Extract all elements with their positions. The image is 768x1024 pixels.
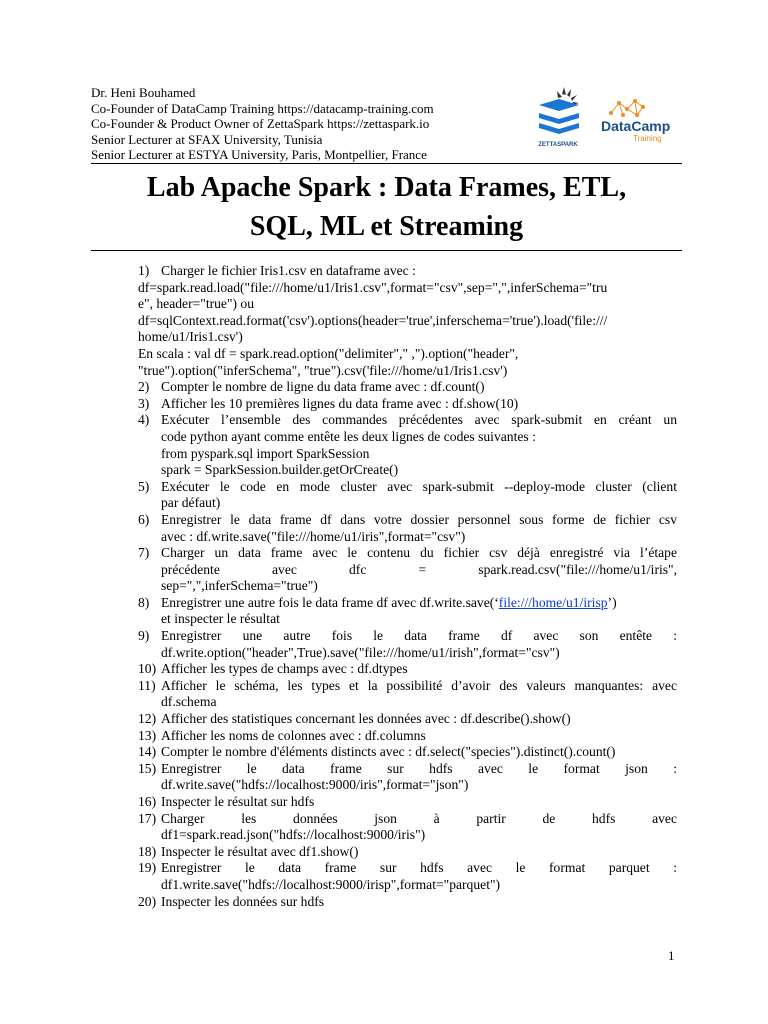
document-title — [91, 168, 682, 246]
item-text: Enregistrer le data frame sur hdfs avec le format parquet : — [161, 860, 677, 876]
list-item — [138, 761, 677, 794]
exercise-list — [138, 263, 677, 910]
item-text: Afficher le schéma, les types et la possibilité d’avoir des valeurs manquantes: avec — [161, 677, 677, 693]
item-number: 4) — [138, 412, 150, 428]
list-item — [138, 628, 677, 661]
item-text: et inspecter le résultat — [161, 611, 280, 627]
item-number: 17) — [138, 810, 157, 826]
item-number: 15) — [138, 760, 157, 776]
item-text: df.schema — [161, 694, 217, 710]
list-item — [138, 396, 677, 413]
item-text: sep=",",inferSchema="true") — [161, 578, 318, 594]
list-item — [138, 661, 677, 678]
author-role-datacamp: Co-Founder of DataCamp Training https://datacamp-training.com — [91, 100, 434, 116]
item-text: Exécuter le code en mode cluster avec spark-submit --deploy-mode cluster (client — [161, 478, 677, 494]
list-item — [138, 860, 677, 893]
item-text: Afficher les noms de colonnes avec : df.columns — [161, 727, 426, 743]
zettaspark-wordmark: ZETTASPARK — [538, 142, 578, 148]
item-text: avec : df.write.save("file:///home/u1/iris",format="csv") — [161, 528, 466, 544]
list-item — [138, 794, 677, 811]
title-line-2: SQL, ML et Streaming — [249, 211, 524, 242]
code-line: df=spark.read.load("file:///home/u1/Iris1.csv",format="csv",sep=",",inferSchema="tru — [138, 279, 608, 295]
title-line-1: Lab Apache Spark : Data Frames, ETL, — [146, 172, 627, 203]
item-text: Charger le fichier Iris1.csv en dataframe avec : — [161, 263, 416, 278]
item-text: df1.write.save("hdfs://localhost:9000/irisp",format="parquet") — [161, 876, 501, 892]
code-line: e", header="true") ou — [138, 296, 255, 312]
item-number: 14) — [138, 744, 157, 760]
author-role-estya: Senior Lecturer at ESTYA University, Paris, Montpellier, France — [91, 147, 427, 162]
zettaspark-logo — [531, 85, 586, 149]
item-code: spark = SparkSession.builder.getOrCreate() — [161, 462, 399, 478]
list-item — [138, 744, 677, 761]
item-text: Charger un data frame avec le contenu du fichier csv déjà enregistré via l’étape — [161, 545, 677, 561]
item-text: Inspecter le résultat avec df1.show() — [161, 843, 359, 859]
item-number: 18) — [138, 843, 157, 859]
item-number: 2) — [138, 379, 150, 395]
item-text: Charger les données json à partir de hdfs avec — [161, 810, 677, 826]
author-role-zettaspark: Co-Founder & Product Owner of ZettaSpark https://zettaspark.io — [91, 116, 430, 131]
item-text: Afficher les types de champs avec : df.dtypes — [161, 661, 408, 677]
code-line: df=sqlContext.read.format('csv').options(header='true',inferschema='true').load('file:/// — [138, 312, 608, 328]
item-text-suffix: ’) — [607, 594, 617, 610]
item-number: 16) — [138, 794, 157, 809]
item-text: Enregistrer une autre fois le data frame df avec son entête : — [161, 628, 677, 644]
item-text: par défaut) — [161, 495, 221, 511]
item-text-prefix: Enregistrer une autre fois le data frame df avec df.write.save(‘ — [161, 594, 499, 610]
list-item — [138, 412, 677, 478]
datacamp-wordmark: DataCamp — [601, 118, 671, 134]
item-text: code python ayant comme entête les deux lignes de codes suivantes : — [161, 428, 536, 444]
item-text: df.write.save("hdfs://localhost:9000/iris",format="json") — [161, 777, 469, 793]
list-item — [138, 595, 677, 628]
document-header — [91, 85, 682, 163]
list-item — [138, 479, 677, 512]
item-code: from pyspark.sql import SparkSession — [161, 445, 370, 461]
item-number: 6) — [138, 511, 150, 527]
list-item — [138, 711, 677, 728]
item-text: Exécuter l’ensemble des commandes précédentes avec spark-submit en créant un — [161, 412, 677, 428]
file-link[interactable]: file:///home/u1/irisp — [498, 594, 608, 610]
list-item — [138, 263, 677, 280]
item-number: 9) — [138, 628, 150, 644]
item-number: 10) — [138, 661, 157, 677]
header-divider — [91, 163, 682, 164]
list-item — [138, 844, 677, 861]
author-info — [91, 85, 511, 163]
list-item — [138, 728, 677, 745]
list-item — [138, 545, 677, 595]
code-line: En scala : val df = spark.read.option("delimiter"," ,").option("header", — [138, 345, 519, 361]
item-number: 13) — [138, 727, 157, 743]
item-number: 3) — [138, 395, 150, 411]
item-text: df1=spark.read.json("hdfs://localhost:9000/iris") — [161, 827, 426, 843]
item-text: Enregistrer le data frame df dans votre dossier personnel sous forme de fichier csv — [161, 511, 677, 527]
item-number: 20) — [138, 893, 157, 909]
datacamp-subtitle: Training — [633, 134, 662, 143]
item-text — [161, 595, 677, 612]
list-item — [138, 512, 677, 545]
title-divider — [91, 250, 682, 251]
item-text: Compter le nombre de ligne du data frame avec : df.count() — [161, 379, 485, 395]
item-text: df.write.option("header",True).save("file:///home/u1/irish",format="csv") — [161, 644, 560, 660]
item-text: Afficher des statistiques concernant les données avec : df.describe().show() — [161, 711, 571, 727]
list-item — [138, 894, 677, 911]
list-item — [138, 678, 677, 711]
item-text: Afficher les 10 premières lignes du data frame avec : df.show(10) — [161, 395, 519, 411]
item-number: 1) — [138, 263, 150, 278]
item-number: 11) — [138, 677, 156, 693]
item-number: 19) — [138, 860, 157, 876]
item-number: 5) — [138, 478, 150, 494]
list-item — [138, 811, 677, 844]
author-role-sfax: Senior Lecturer at SFAX University, Tunisia — [91, 131, 323, 147]
list-item — [138, 379, 677, 396]
datacamp-logo — [601, 95, 681, 145]
code-line: "true").option("inferSchema", "true").csv('file:///home/u1/Iris1.csv') — [138, 362, 508, 378]
item-text: Inspecter les données sur hdfs — [161, 893, 325, 909]
item-text: précédente avec dfc = spark.read.csv("file:///home/u1/iris", — [161, 561, 677, 577]
item-number: 8) — [138, 594, 150, 610]
item-text: Enregistrer le data frame sur hdfs avec le format json : — [161, 760, 677, 776]
author-name: Dr. Heni Bouhamed — [91, 85, 196, 100]
item-text: Inspecter le résultat sur hdfs — [161, 794, 315, 809]
item-number: 7) — [138, 545, 150, 561]
item-number: 12) — [138, 711, 157, 727]
item-text: Compter le nombre d'éléments distincts avec : df.select("species").distinct().count() — [161, 744, 616, 760]
page-number: 1 — [668, 948, 675, 963]
code-line: home/u1/Iris1.csv') — [138, 329, 243, 345]
